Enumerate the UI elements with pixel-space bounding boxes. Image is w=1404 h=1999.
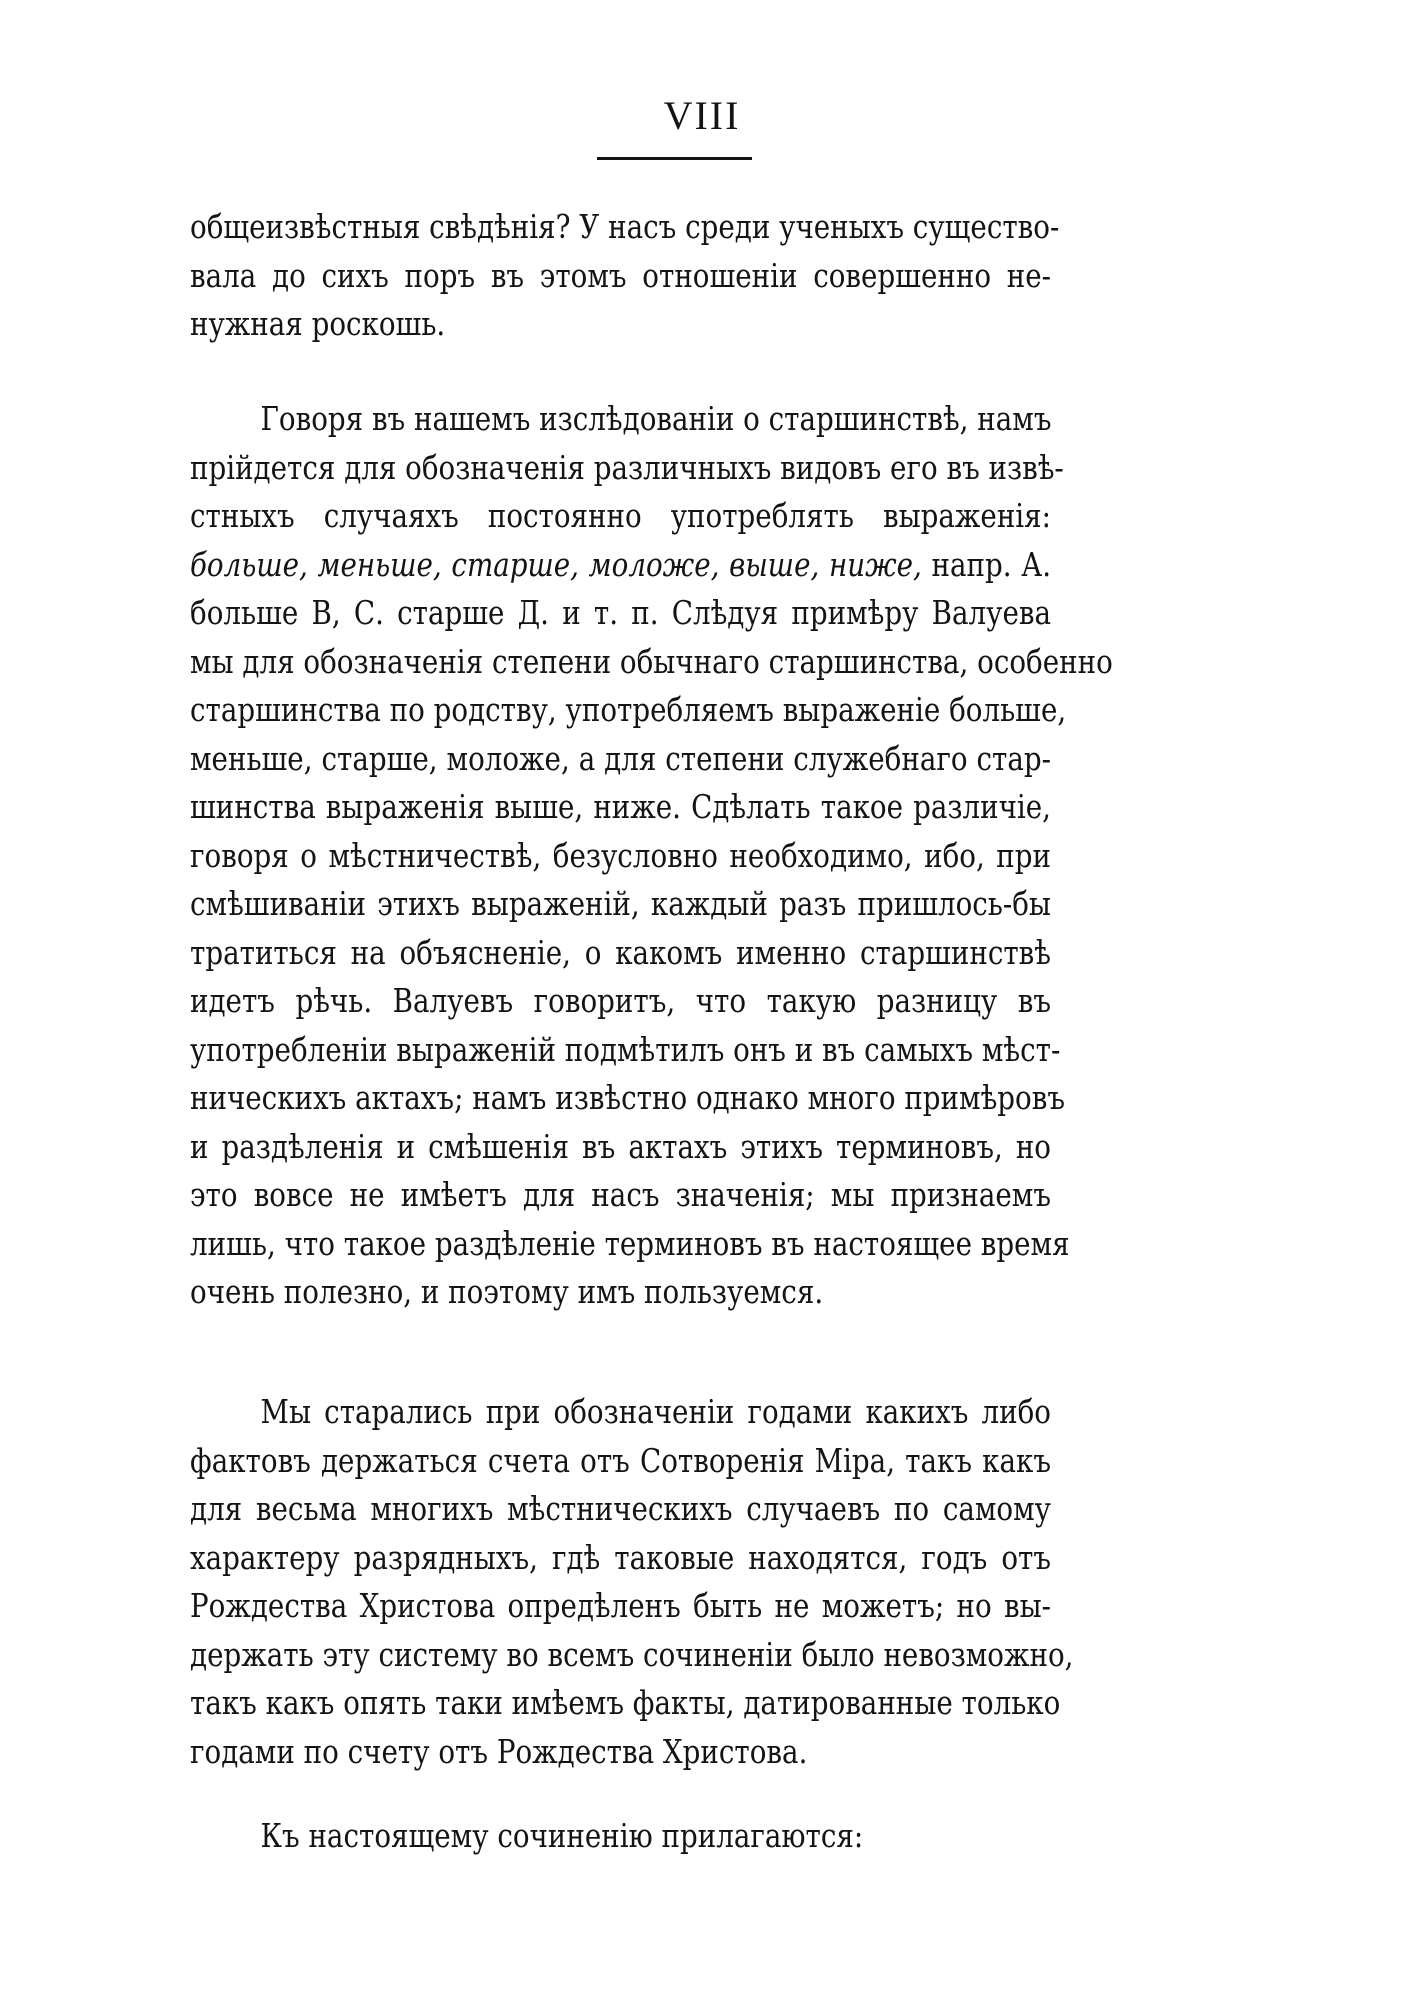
italic-term: моложе, [588,544,720,584]
text-line: меньше, старше, моложе, а для степени служебнаго стар- [190,738,1051,778]
text-line: употребленіи выраженій подмѣтилъ онъ и въ самыхъ мѣст- [190,1029,1061,1069]
page-number-rule [597,157,752,160]
italic-term: ниже, [828,544,922,584]
paragraph-4 [190,1812,1051,1861]
text-line: фактовъ держаться счета отъ Сотворенія Міра, такъ какъ [190,1440,1051,1480]
text-line: мы для обозначенія степени обычнаго старшинства, особенно [190,641,1113,681]
italic-term: больше, [190,544,308,584]
text-line: нужная роскошь. [190,304,446,343]
text-line: это вовсе не имѣетъ для насъ значенія; мы признаемъ [190,1175,1051,1214]
page-number: VIII [663,93,741,138]
line-tail: напр. А. [931,544,1052,584]
paragraph-3 [190,1388,1074,1776]
text-line: вала до сихъ поръ въ этомъ отношеніи совершенно не- [190,255,1051,295]
text-line: и раздѣленія и смѣшенія въ актахъ этихъ терминовъ, но [190,1126,1051,1166]
text-line: стныхъ случаяхъ постоянно употреблять выраженія: [190,496,1051,535]
text-line: Рождества Христова опредѣленъ быть не можетъ; но вы- [190,1586,1051,1625]
paragraph-2 [190,395,1113,1317]
italic-term: старше, [451,544,579,584]
text-line: годами по счету отъ Рождества Христова. [190,1731,808,1771]
text-line: общеизвѣстныя свѣдѣнія? У насъ среди ученыхъ существо- [190,207,1060,246]
text-line: для весьма многихъ мѣстническихъ случаевъ по самому [190,1489,1051,1528]
italic-term: меньше, [317,544,442,584]
italic-term: выше, [729,544,820,584]
text-line: такъ какъ опять таки имѣемъ факты, датированные только [190,1683,1061,1722]
text-line: говоря о мѣстничествѣ, безусловно необходимо, ибо, при [190,835,1051,875]
paragraph-1 [190,203,1060,349]
text-line: смѣшиваніи этихъ выраженій, каждый разъ пришлось-бы [190,884,1051,923]
italic-terms-line [190,541,1051,590]
text-line: лишь, что такое раздѣленіе терминовъ въ настоящее время [190,1223,1070,1263]
text-line: держать эту систему во всемъ сочиненіи было невозможно, [190,1634,1074,1674]
text-line: очень полезно, и поэтому имъ пользуемся. [190,1272,824,1311]
text-line: Мы старались при обозначеніи годами какихъ либо [260,1392,1051,1431]
text-line: идетъ рѣчь. Валуевъ говоритъ, что такую разницу въ [190,981,1051,1020]
text-line: шинства выраженія выше, ниже. Сдѣлать такое различіе, [190,787,1051,826]
text-line: характеру разрядныхъ, гдѣ таковые находятся, годъ отъ [190,1537,1051,1577]
text-line: тратиться на объясненіе, о какомъ именно старшинствѣ [190,932,1051,972]
text-line: прійдется для обозначенія различныхъ видовъ его въ извѣ- [190,447,1064,487]
text-line: больше В, С. старше Д. и т. п. Слѣдуя примѣру Валуева [190,593,1051,632]
text-line: старшинства по родству, употребляемъ выраженіе больше, [190,690,1067,729]
text-line: ническихъ актахъ; намъ извѣстно однако много примѣровъ [190,1078,1065,1117]
text-line: Къ настоящему сочиненію прилагаются: [260,1816,864,1855]
text-line: Говоря въ нашемъ изслѣдованіи о старшинствѣ, намъ [260,399,1052,438]
